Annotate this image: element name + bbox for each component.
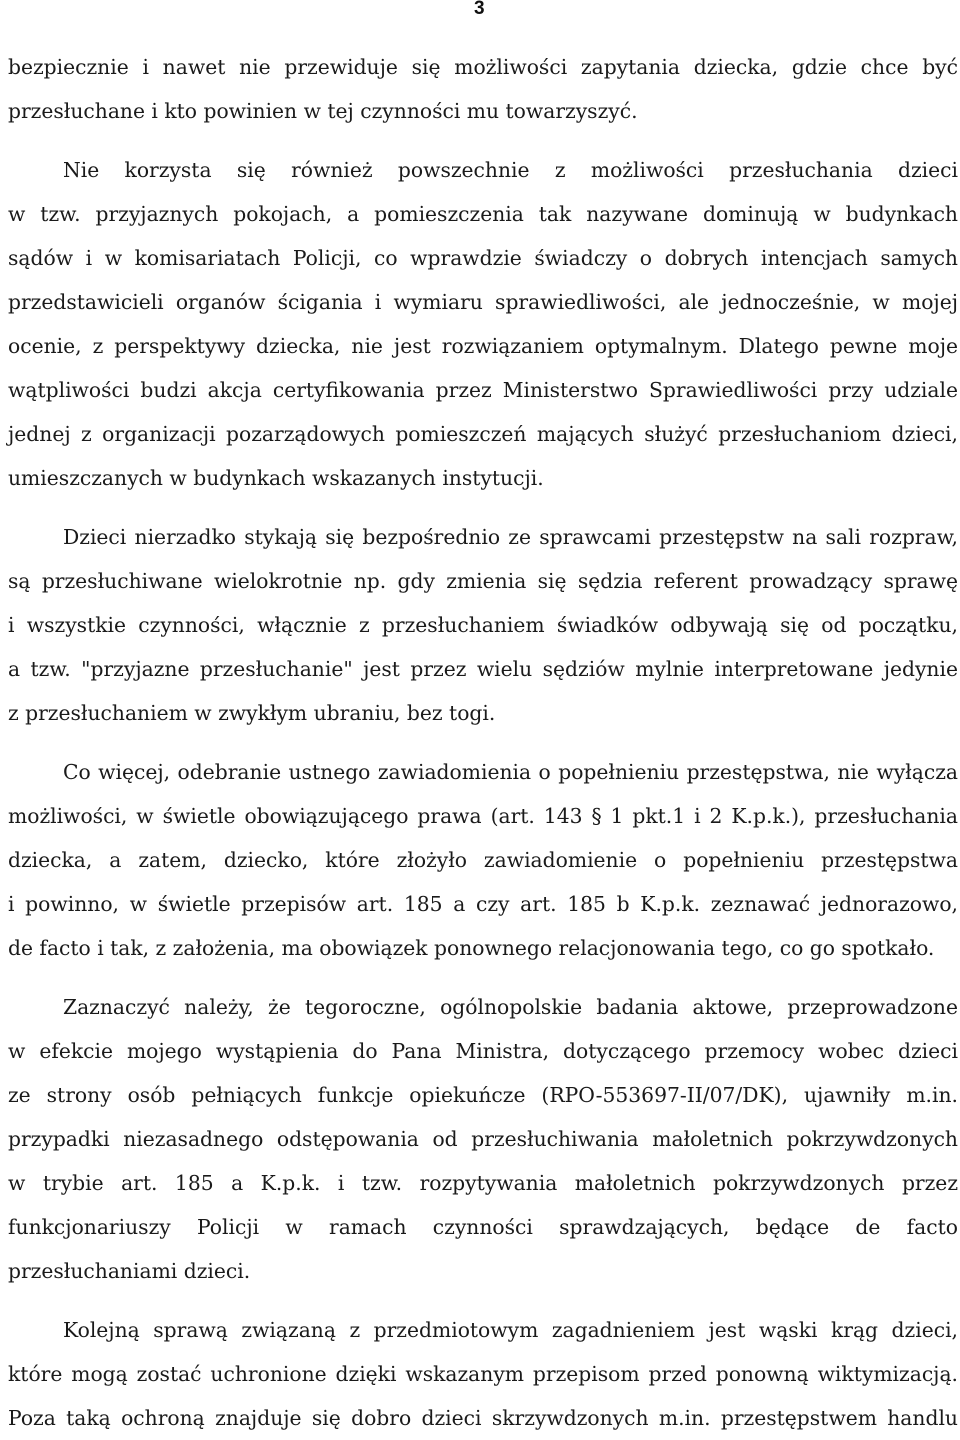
paragraph-5 <box>8 985 958 1293</box>
text-line: sądów i w komisariatach Policji, co wprawdzie świadczy o dobrych intencjach samych <box>8 246 958 270</box>
text-line: ze strony osób pełniących funkcje opiekuńcze (RPO-553697-II/07/DK), ujawniły m.in. <box>8 1083 958 1107</box>
text-line: przypadki niezasadnego odstępowania od przesłuchiwania małoletnich pokrzywdzonych <box>8 1127 958 1151</box>
page-number: 3 <box>474 0 485 19</box>
paragraph-6 <box>8 1308 958 1440</box>
paragraph-3 <box>8 515 958 735</box>
text-line: i wszystkie czynności, włącznie z przesłuchaniem świadków odbywają się od początku, <box>8 613 958 637</box>
text-line: przesłuchane i kto powinien w tej czynności mu towarzyszyć. <box>8 99 638 123</box>
paragraph-1 <box>8 45 958 133</box>
text-line: Kolejną sprawą związaną z przedmiotowym zagadnieniem jest wąski krąg dzieci, <box>63 1318 958 1342</box>
text-line: w trybie art. 185 a K.p.k. i tzw. rozpytywania małoletnich pokrzywdzonych przez <box>8 1171 958 1195</box>
text-line: jednej z organizacji pozarządowych pomieszczeń mających służyć przesłuchaniom dzieci, <box>8 422 958 446</box>
text-line: w tzw. przyjaznych pokojach, a pomieszczenia tak nazywane dominują w budynkach <box>8 202 958 226</box>
paragraph-4 <box>8 750 958 970</box>
text-line: które mogą zostać uchronione dzięki wskazanym przepisom przed ponowną wiktymizacją. <box>8 1362 958 1386</box>
document-body <box>8 45 958 1440</box>
text-line: Co więcej, odebranie ustnego zawiadomienia o popełnieniu przestępstwa, nie wyłącza <box>63 760 958 784</box>
text-line: wątpliwości budzi akcja certyfikowania przez Ministerstwo Sprawiedliwości przy udziale <box>8 378 958 402</box>
text-line: umieszczanych w budynkach wskazanych instytucji. <box>8 466 544 490</box>
text-line: Poza taką ochroną znajduje się dobro dzieci skrzywdzonych m.in. przestępstwem handlu <box>8 1406 958 1430</box>
text-line: de facto i tak, z założenia, ma obowiązek ponownego relacjonowania tego, co go spotkało. <box>8 936 935 960</box>
text-line: ocenie, z perspektywy dziecka, nie jest rozwiązaniem optymalnym. Dlatego pewne moje <box>8 334 958 358</box>
paragraph-2 <box>8 148 958 500</box>
text-line: w efekcie mojego wystąpienia do Pana Ministra, dotyczącego przemocy wobec dzieci <box>8 1039 958 1063</box>
text-line: i powinno, w świetle przepisów art. 185 a czy art. 185 b K.p.k. zeznawać jednorazowo, <box>8 892 958 916</box>
text-line: Nie korzysta się również powszechnie z możliwości przesłuchania dzieci <box>63 158 958 182</box>
text-line: przesłuchaniami dzieci. <box>8 1259 251 1283</box>
text-line: Dzieci nierzadko stykają się bezpośrednio ze sprawcami przestępstw na sali rozpraw, <box>63 525 958 549</box>
text-line: dziecka, a zatem, dziecko, które złożyło zawiadomienie o popełnieniu przestępstwa <box>8 848 958 872</box>
text-line: funkcjonariuszy Policji w ramach czynności sprawdzających, będące de facto <box>8 1215 958 1239</box>
text-line: z przesłuchaniem w zwykłym ubraniu, bez togi. <box>8 701 496 725</box>
text-line: Zaznaczyć należy, że tegoroczne, ogólnopolskie badania aktowe, przeprowadzone <box>63 995 958 1019</box>
text-line: są przesłuchiwane wielokrotnie np. gdy zmienia się sędzia referent prowadzący sprawę <box>8 569 958 593</box>
text-line: bezpiecznie i nawet nie przewiduje się możliwości zapytania dziecka, gdzie chce być <box>8 55 958 79</box>
text-line: przedstawicieli organów ścigania i wymiaru sprawiedliwości, ale jednocześnie, w mojej <box>8 290 958 314</box>
text-line: a tzw. "przyjazne przesłuchanie" jest przez wielu sędziów mylnie interpretowane jedynie <box>8 657 958 681</box>
text-line: możliwości, w świetle obowiązującego prawa (art. 143 § 1 pkt.1 i 2 K.p.k.), przesłuchania <box>8 804 958 828</box>
